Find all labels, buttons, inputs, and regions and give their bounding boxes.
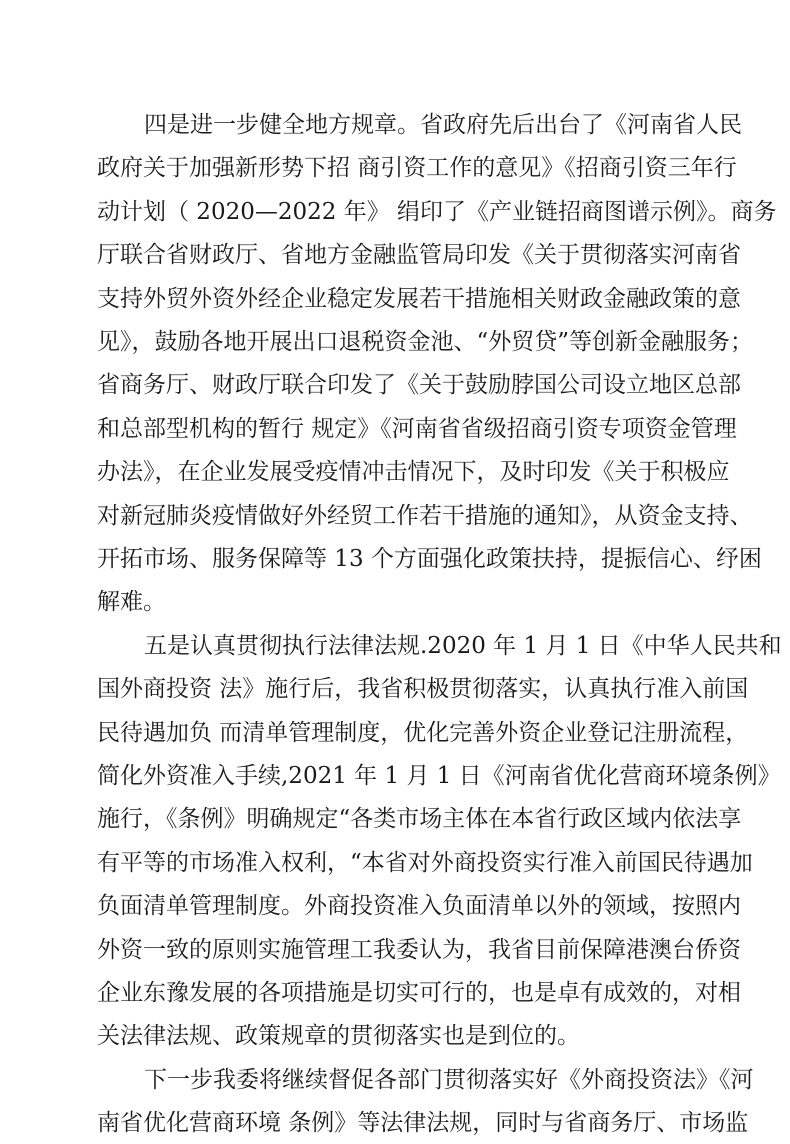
text-line: 负面清单管理制度。外商投资准入负面清单以外的领域，按照内 xyxy=(97,893,741,920)
text-line: 简化外资准入手续,2021 年 1 月 1 日《河南省优化营商环境条例》 xyxy=(97,763,781,789)
text-line: 支持外贸外资外经企业稳定发展若干措施相关财政金融政策的意 xyxy=(97,285,741,312)
text-line: 施行，《条例》明确规定“各类市场主体在本省行政区域内依法享 xyxy=(97,806,742,833)
text-line: 外资一致的原则实施管理工我委认为，我省目前保障港澳台侨资 xyxy=(97,936,741,963)
text-line: 下一步我委将继续督促各部门贯彻落实好《外商投资法》《河 xyxy=(144,1066,754,1093)
text-line: 厅联合省财政厅、省地方金融监管局印发《关于贯彻落实河南省 xyxy=(97,242,741,269)
text-line: 见》，鼓励各地开展出口退税资金池、“外贸贷”等创新金融服务； xyxy=(97,329,754,355)
text-line: 民待遇加负 而清单管理制度，优化完善外资企业登记注册流程， xyxy=(97,719,749,746)
text-line: 动计划（ 2020—2022 年》 绢印了《产业链招商图谱示例》。商务 xyxy=(97,198,777,225)
text-line: 省商务厅、财政厅联合印发了《关于鼓励脖国公司设立地区总部 xyxy=(97,372,741,399)
text-line: 和总部型机构的暂行 规定》《河南省省级招商引资专项资金管理 xyxy=(97,415,737,442)
text-line: 有平等的市场准入权利，“本省对外商投资实行准入前国民待遇加 xyxy=(97,849,753,876)
text-line: 国外商投资 法》施行后，我省积极贯彻落实，认真执行准入前国 xyxy=(97,676,749,703)
text-line: 五是认真贯彻执行法律法规.2020 年 1 月 1 日《中华人民共和 xyxy=(144,632,782,659)
text-line: 关法律法规、政策规章的贯彻落实也是到位的。 xyxy=(97,1023,580,1050)
text-line: 四是进一步健全地方规章。省政府先后出台了《河南省人民 xyxy=(144,112,742,138)
text-line: 对新冠肺炎疫情做好外经贸工作若干措施的通知》，从资金支持、 xyxy=(97,502,753,529)
text-line: 企业东豫发展的各项措施是切实可行的，也是卓有成效的，对相 xyxy=(97,980,741,1006)
text-line: 解难。 xyxy=(97,589,166,616)
text-line: 开拓市场、服务保障等 13 个方面强化政策扶持，提振信心、纾困 xyxy=(97,546,762,572)
text-line: 政府关于加强新形势下招 商引资工作的意见》《招商引资三年行 xyxy=(97,155,737,182)
text-line: 南省优化营商环境 条例》等法律法规，同时与省商务厅、市场监 xyxy=(97,1110,749,1137)
text-line: 办法》，在企业发展受疫情冲击情况下，及时印发《关于积极应 xyxy=(97,459,730,486)
